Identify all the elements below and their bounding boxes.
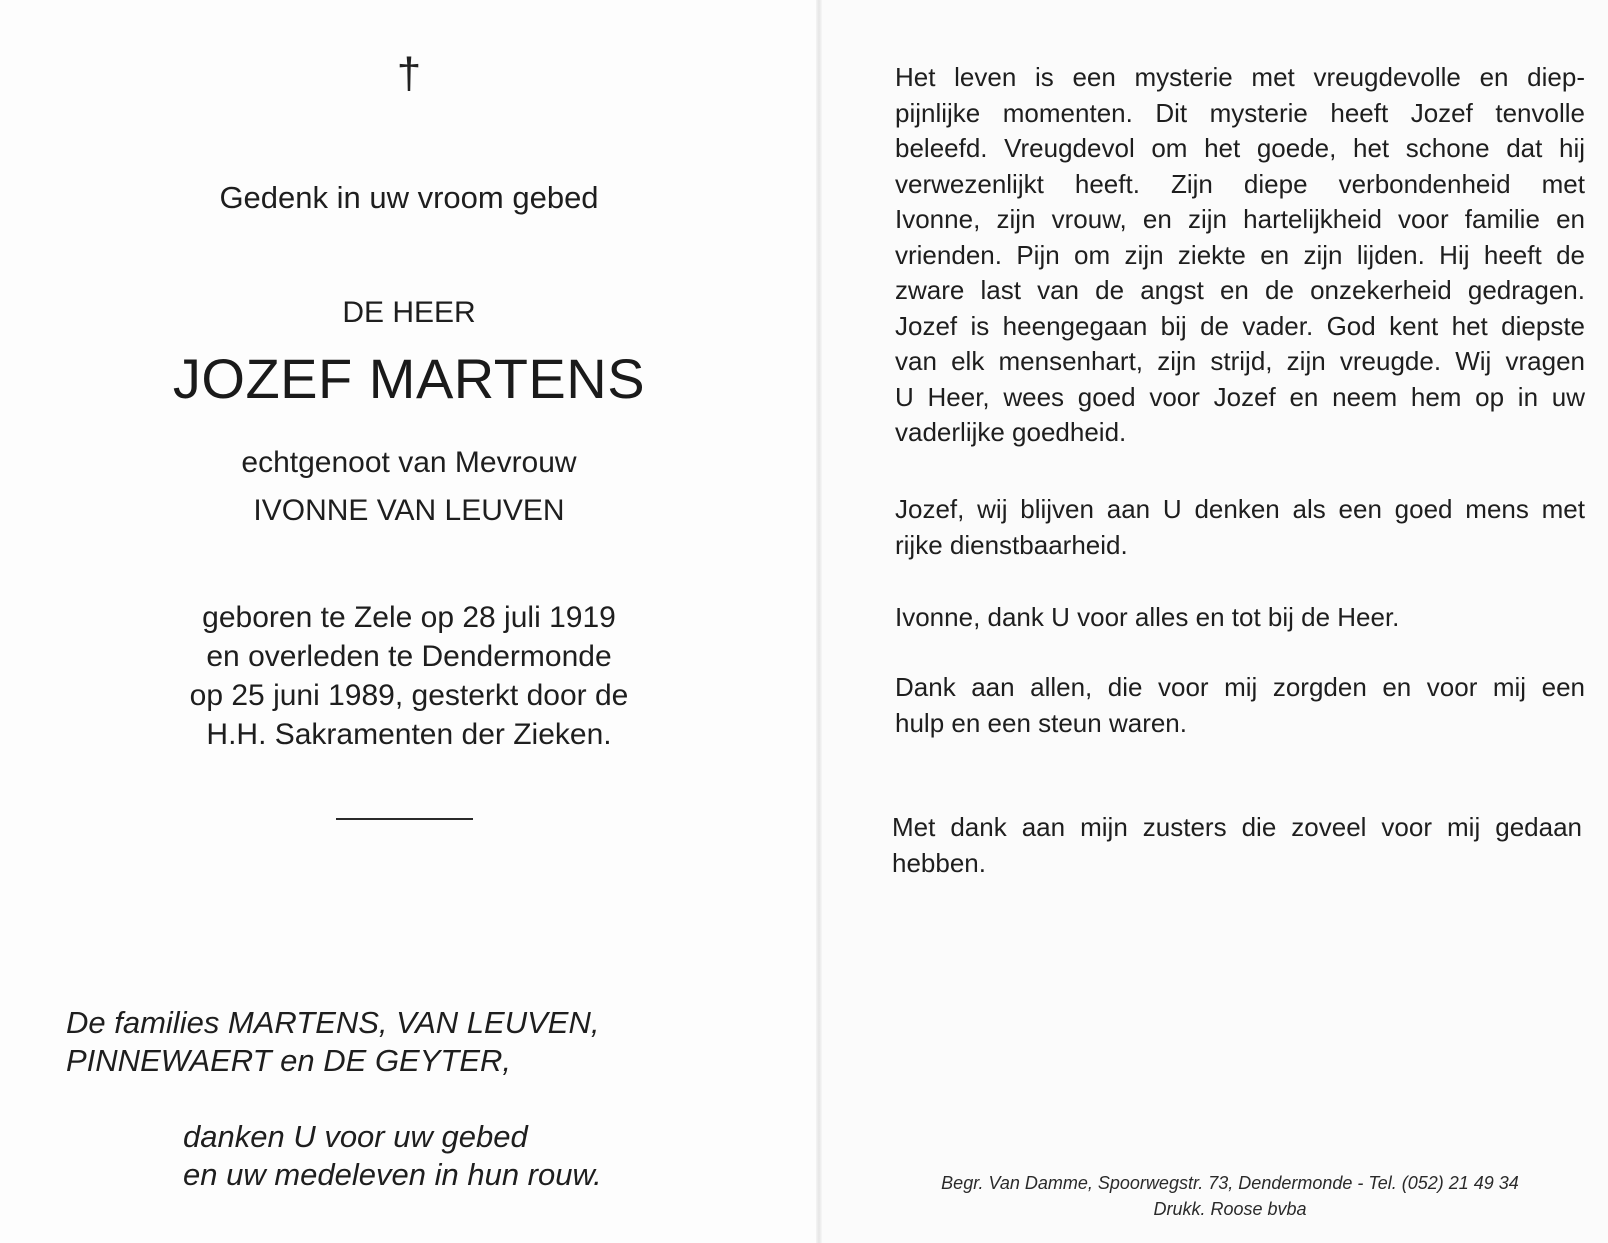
- honorific: DE HEER: [342, 296, 476, 329]
- remembrance-line: Gedenk in uw vroom gebed: [219, 180, 599, 215]
- printer-credit: Drukk. Roose bvba: [1153, 1199, 1307, 1219]
- paragraph-line: zware last van de angst en de onzekerheid gedragen.: [895, 275, 1585, 305]
- caregivers-thanks-paragraph: [895, 670, 1585, 741]
- paragraph-line: vrienden. Pijn om zijn ziekte en zijn lijden. Hij heeft de: [895, 239, 1585, 270]
- spouse-intro: echtgenoot van Mevrouw: [241, 446, 577, 479]
- spouse-thanks-paragraph: Ivonne, dank U voor alles en tot bij de Heer.: [895, 602, 1400, 632]
- paragraph-line: Ivonne, zijn vrouw, en zijn hartelijkheid voor familie en: [895, 204, 1585, 234]
- paragraph-line: beleefd. Vreugdevol om het goede, het schone dat hij: [895, 133, 1585, 163]
- paragraph-line: vaderlijke goedheid.: [895, 417, 1127, 447]
- paragraph-line: rijke dienstbaarheid.: [895, 529, 1128, 560]
- paragraph-line: U Heer, wees goed voor Jozef en neem hem op in uw: [895, 381, 1585, 412]
- paragraph-line: hulp en een steun waren.: [895, 707, 1187, 738]
- remembrance-paragraph: [895, 492, 1585, 563]
- paragraph-line: verwezenlijkt heeft. Zijn diepe verbondenheid met: [895, 168, 1585, 199]
- paragraph-line: Jozef is heengegaan bij de vader. God kent het diepste: [895, 310, 1585, 341]
- paragraph-line: van elk mensenhart, zijn strijd, zijn vreugde. Wij vragen: [895, 346, 1585, 376]
- funeral-home-credit: Begr. Van Damme, Spoorwegstr. 73, Dendermonde - Tel. (052) 21 49 34: [941, 1173, 1519, 1193]
- families-line: PINNEWAERT en DE GEYTER,: [66, 1043, 512, 1078]
- families-thanks: [183, 1118, 602, 1194]
- families: [66, 1004, 599, 1080]
- bio-line: en overleden te Dendermonde: [206, 640, 612, 673]
- thanks-line: danken U voor uw gebed: [183, 1119, 528, 1154]
- paragraph-line: Met dank aan mijn zusters die zoveel voor mij gedaan: [892, 812, 1582, 842]
- divider: [336, 818, 473, 820]
- sisters-thanks-paragraph: [892, 810, 1582, 881]
- memorial-paragraph: [895, 60, 1585, 451]
- paragraph-line: Het leven is een mysterie met vreugdevolle en diep-: [895, 62, 1585, 92]
- paragraph-line: Dank aan allen, die voor mij zorgden en voor mij een: [895, 672, 1585, 702]
- spouse-name: IVONNE VAN LEUVEN: [253, 494, 565, 527]
- paragraph-line: Jozef, wij blijven aan U denken als een goed mens met: [895, 494, 1585, 524]
- deceased-name: JOZEF MARTENS: [172, 347, 646, 410]
- thanks-line: en uw medeleven in hun rouw.: [183, 1157, 602, 1192]
- bio-line: op 25 juni 1989, gesterkt door de: [189, 679, 629, 712]
- bio-line: geboren te Zele op 28 juli 1919: [202, 601, 616, 634]
- families-line: De families MARTENS, VAN LEUVEN,: [66, 1005, 600, 1040]
- paragraph-line: pijnlijke momenten. Dit mysterie heeft Jozef tenvolle: [895, 97, 1585, 128]
- biography: [0, 598, 818, 754]
- cross-icon: †: [396, 49, 422, 98]
- bio-line: H.H. Sakramenten der Zieken.: [206, 718, 612, 751]
- paragraph-line: hebben.: [892, 847, 986, 878]
